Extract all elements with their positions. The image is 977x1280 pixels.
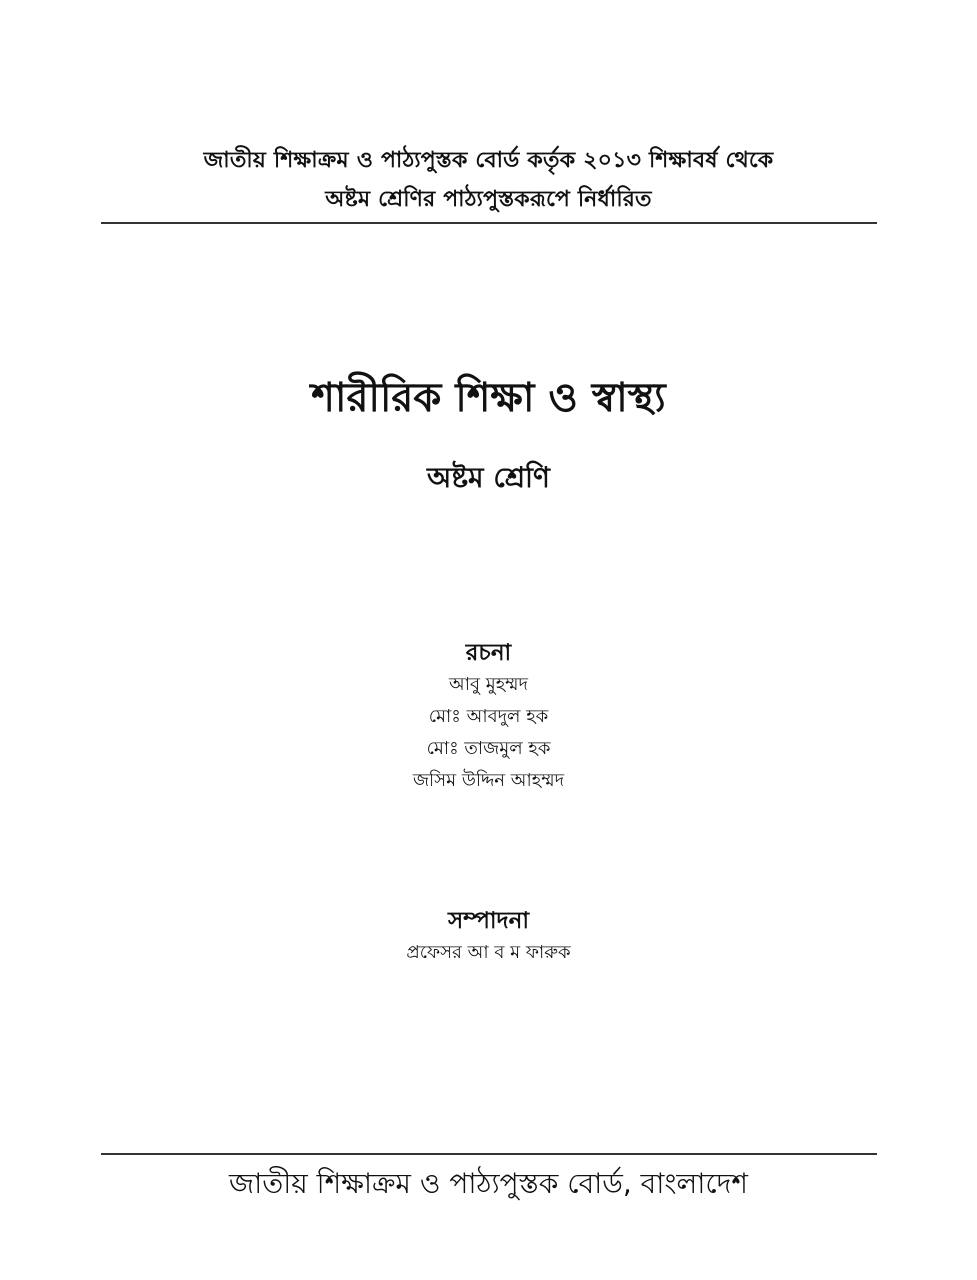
- author-name: জসিম উদ্দিন আহম্মদ: [412, 770, 565, 791]
- approval-note-line-1: জাতীয় শিক্ষাক্রম ও পাঠ্যপুস্তক বোর্ড কর্তৃক ২০১৩ শিক্ষাবর্ষ থেকে: [203, 148, 774, 173]
- author-name: মোঃ তাজমুল হক: [426, 738, 551, 759]
- publisher-name: জাতীয় শিক্ষাক্রম ও পাঠ্যপুস্তক বোর্ড, বাংলাদেশ: [229, 1167, 748, 1200]
- top-divider: [101, 222, 877, 224]
- editor-name: প্রফেসর আ ব ম ফারুক: [406, 942, 571, 963]
- authors-heading: রচনা: [465, 640, 512, 666]
- author-name: মোঃ আবদুল হক: [428, 706, 549, 727]
- book-title: শারীরিক শিক্ষা ও স্বাস্থ্য: [311, 375, 666, 421]
- bottom-divider: [101, 1153, 877, 1155]
- approval-note-line-2: অষ্টম শ্রেণির পাঠ্যপুস্তকরূপে নির্ধারিত: [325, 187, 652, 212]
- class-label: অষ্টম শ্রেণি: [427, 461, 550, 494]
- editing-heading: সম্পাদনা: [448, 908, 529, 934]
- author-name: আবু মুহম্মদ: [448, 674, 528, 695]
